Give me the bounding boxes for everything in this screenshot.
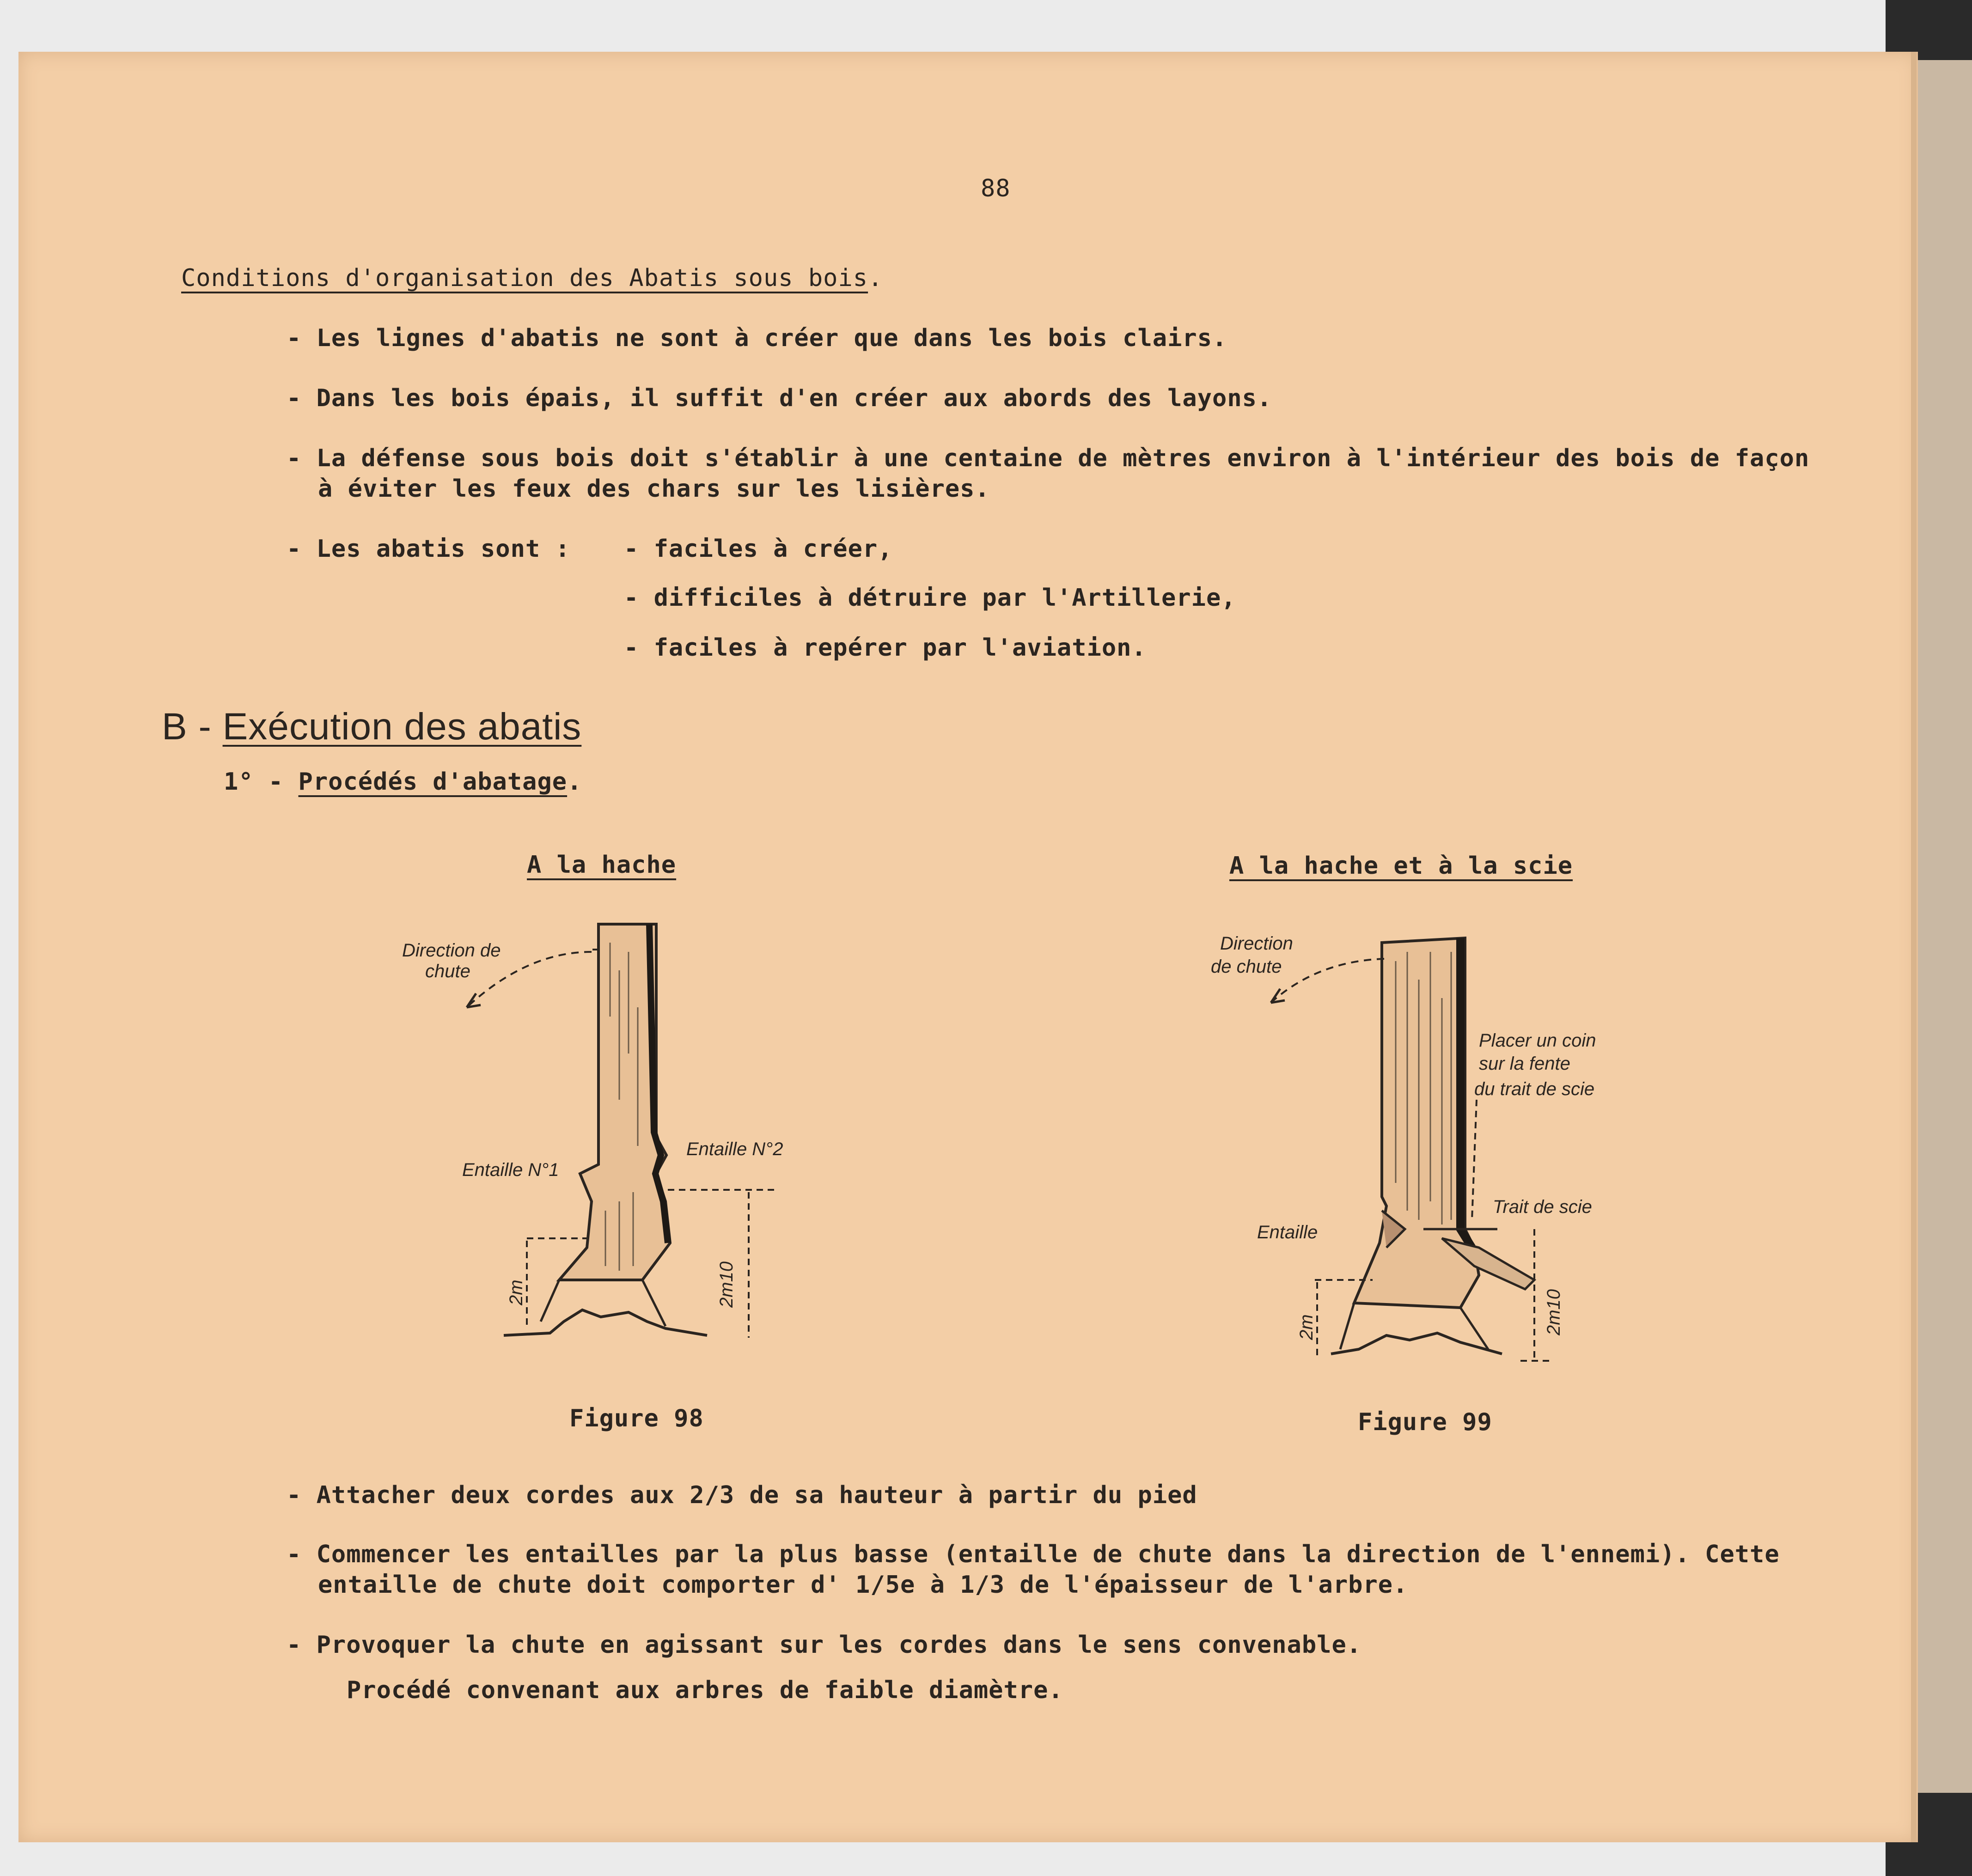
figure-98-heading: A la hache bbox=[527, 851, 677, 879]
figure-99-drawing bbox=[1202, 924, 1641, 1377]
fig98-height-high: 2m10 bbox=[716, 1261, 737, 1308]
instruction-1: - Attacher deux cordes aux 2/3 de sa hauteur à partir du pied bbox=[287, 1481, 1197, 1509]
instruction-2: - Commencer les entailles par la plus basse (entaille de chute dans la direction de l'ennemi). Cette bbox=[287, 1541, 1780, 1568]
section-b-prefix: B - bbox=[162, 706, 212, 748]
fig99-wedge-label-3: du trait de scie bbox=[1474, 1079, 1595, 1099]
condition-bullet-3-cont: à éviter les feux des chars sur les lisières. bbox=[318, 475, 990, 503]
fig99-direction-label-2: de chute bbox=[1211, 956, 1282, 977]
fig98-direction-label-2: chute bbox=[425, 961, 470, 981]
instruction-3: - Provoquer la chute en agissant sur les cordes dans le sens convenable. bbox=[287, 1631, 1362, 1659]
fig99-height-high: 2m10 bbox=[1544, 1289, 1564, 1335]
instruction-2-cont: entaille de chute doit comporter d' 1/5e à 1/3 de l'épaisseur de l'arbre. bbox=[318, 1571, 1408, 1599]
fig98-notch-2-label: Entaille N°2 bbox=[686, 1139, 783, 1159]
instruction-note: Procédé convenant aux arbres de faible diamètre. bbox=[347, 1676, 1063, 1704]
fig99-wedge-label-2: sur la fente bbox=[1479, 1054, 1570, 1074]
fig99-height-low: 2m bbox=[1296, 1314, 1317, 1340]
figure-98-caption: Figure 98 bbox=[569, 1405, 704, 1432]
figure-99-heading: A la hache et à la scie bbox=[1229, 852, 1573, 880]
fig99-direction-label-1: Direction bbox=[1220, 933, 1293, 954]
condition-bullet-2: - Dans les bois épais, il suffit d'en créer aux abords des layons. bbox=[287, 384, 1272, 412]
abatis-intro: - Les abatis sont : bbox=[287, 535, 570, 563]
condition-bullet-1: - Les lignes d'abatis ne sont à créer que dans les bois clairs. bbox=[287, 324, 1227, 352]
abatis-item-1: - faciles à créer, bbox=[624, 535, 893, 563]
section-b-heading bbox=[162, 705, 581, 749]
figure-98-drawing bbox=[388, 915, 804, 1358]
fig98-height-low: 2m bbox=[506, 1279, 526, 1305]
book-binding bbox=[1916, 37, 1972, 1876]
conditions-heading bbox=[181, 264, 883, 292]
subsection-end: . bbox=[567, 768, 582, 796]
condition-bullet-3: - La défense sous bois doit s'établir à une centaine de mètres environ à l'intérieur des bois de façon bbox=[287, 445, 1810, 472]
page-edge bbox=[1911, 52, 1917, 1842]
page-number: 88 bbox=[981, 175, 1011, 202]
figure-99-caption: Figure 99 bbox=[1358, 1408, 1492, 1436]
conditions-heading-text: Conditions d'organisation des Abatis sous bois bbox=[181, 264, 868, 292]
fig98-notch-1-label: Entaille N°1 bbox=[462, 1160, 559, 1180]
abatis-item-3: - faciles à repérer par l'aviation. bbox=[624, 634, 1147, 662]
fig99-wedge-label-1: Placer un coin bbox=[1479, 1030, 1596, 1051]
subsection-title: Procédés d'abatage bbox=[298, 768, 568, 796]
fig99-saw-cut-label: Trait de scie bbox=[1493, 1197, 1592, 1217]
subsection-prefix: 1° - bbox=[224, 768, 284, 796]
subsection-heading bbox=[224, 768, 582, 796]
fig99-notch-label: Entaille bbox=[1257, 1222, 1318, 1243]
conditions-heading-end: . bbox=[868, 264, 883, 292]
section-b-title: Exécution des abatis bbox=[222, 706, 582, 748]
binding-shadow-top bbox=[1886, 0, 1972, 60]
fig98-direction-label-1: Direction de bbox=[402, 940, 501, 961]
abatis-item-2: - difficiles à détruire par l'Artillerie, bbox=[624, 584, 1236, 612]
